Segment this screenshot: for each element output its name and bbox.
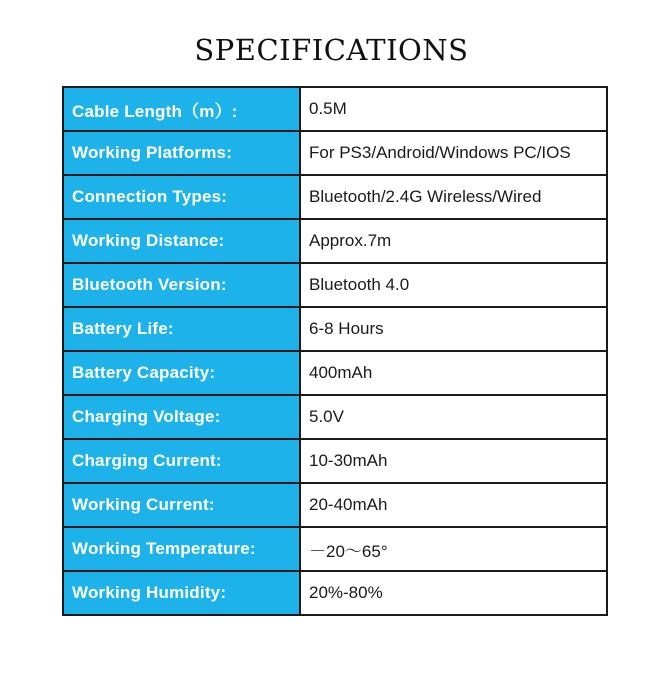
table-row (63, 263, 607, 307)
spec-value: Approx.7m (300, 219, 607, 263)
spec-label: Battery Capacity: (63, 351, 300, 395)
table-row (63, 219, 607, 263)
spec-label: Bluetooth Version: (63, 263, 300, 307)
table-row (63, 307, 607, 351)
spec-value: 20-40mAh (300, 483, 607, 527)
spec-label: Working Current: (63, 483, 300, 527)
spec-value: 6-8 Hours (300, 307, 607, 351)
spec-label: Working Platforms: (63, 131, 300, 175)
spec-value: 400mAh (300, 351, 607, 395)
spec-value: －20～65° (300, 527, 607, 571)
spec-value: Bluetooth/2.4G Wireless/Wired (300, 175, 607, 219)
spec-value: 20%-80% (300, 571, 607, 615)
spec-label: Connection Types: (63, 175, 300, 219)
page-title: SPECIFICATIONS (194, 33, 469, 67)
spec-value: 5.0V (300, 395, 607, 439)
table-row (63, 571, 607, 615)
table-row (63, 87, 607, 131)
table-row (63, 351, 607, 395)
spec-value: 0.5M (300, 87, 607, 131)
spec-label: Battery Life: (63, 307, 300, 351)
spec-label: Cable Length（m）: (63, 87, 300, 131)
specifications-table (62, 86, 608, 616)
spec-label: Charging Current: (63, 439, 300, 483)
specifications-table-body (63, 87, 607, 615)
spec-label: Working Humidity: (63, 571, 300, 615)
spec-label: Charging Voltage: (63, 395, 300, 439)
spec-value: 10-30mAh (300, 439, 607, 483)
table-row (63, 175, 607, 219)
spec-value: For PS3/Android/Windows PC/IOS (300, 131, 607, 175)
spec-label: Working Temperature: (63, 527, 300, 571)
table-row (63, 131, 607, 175)
table-row (63, 527, 607, 571)
spec-label: Working Distance: (63, 219, 300, 263)
spec-value: Bluetooth 4.0 (300, 263, 607, 307)
table-row (63, 439, 607, 483)
table-row (63, 483, 607, 527)
table-row (63, 395, 607, 439)
